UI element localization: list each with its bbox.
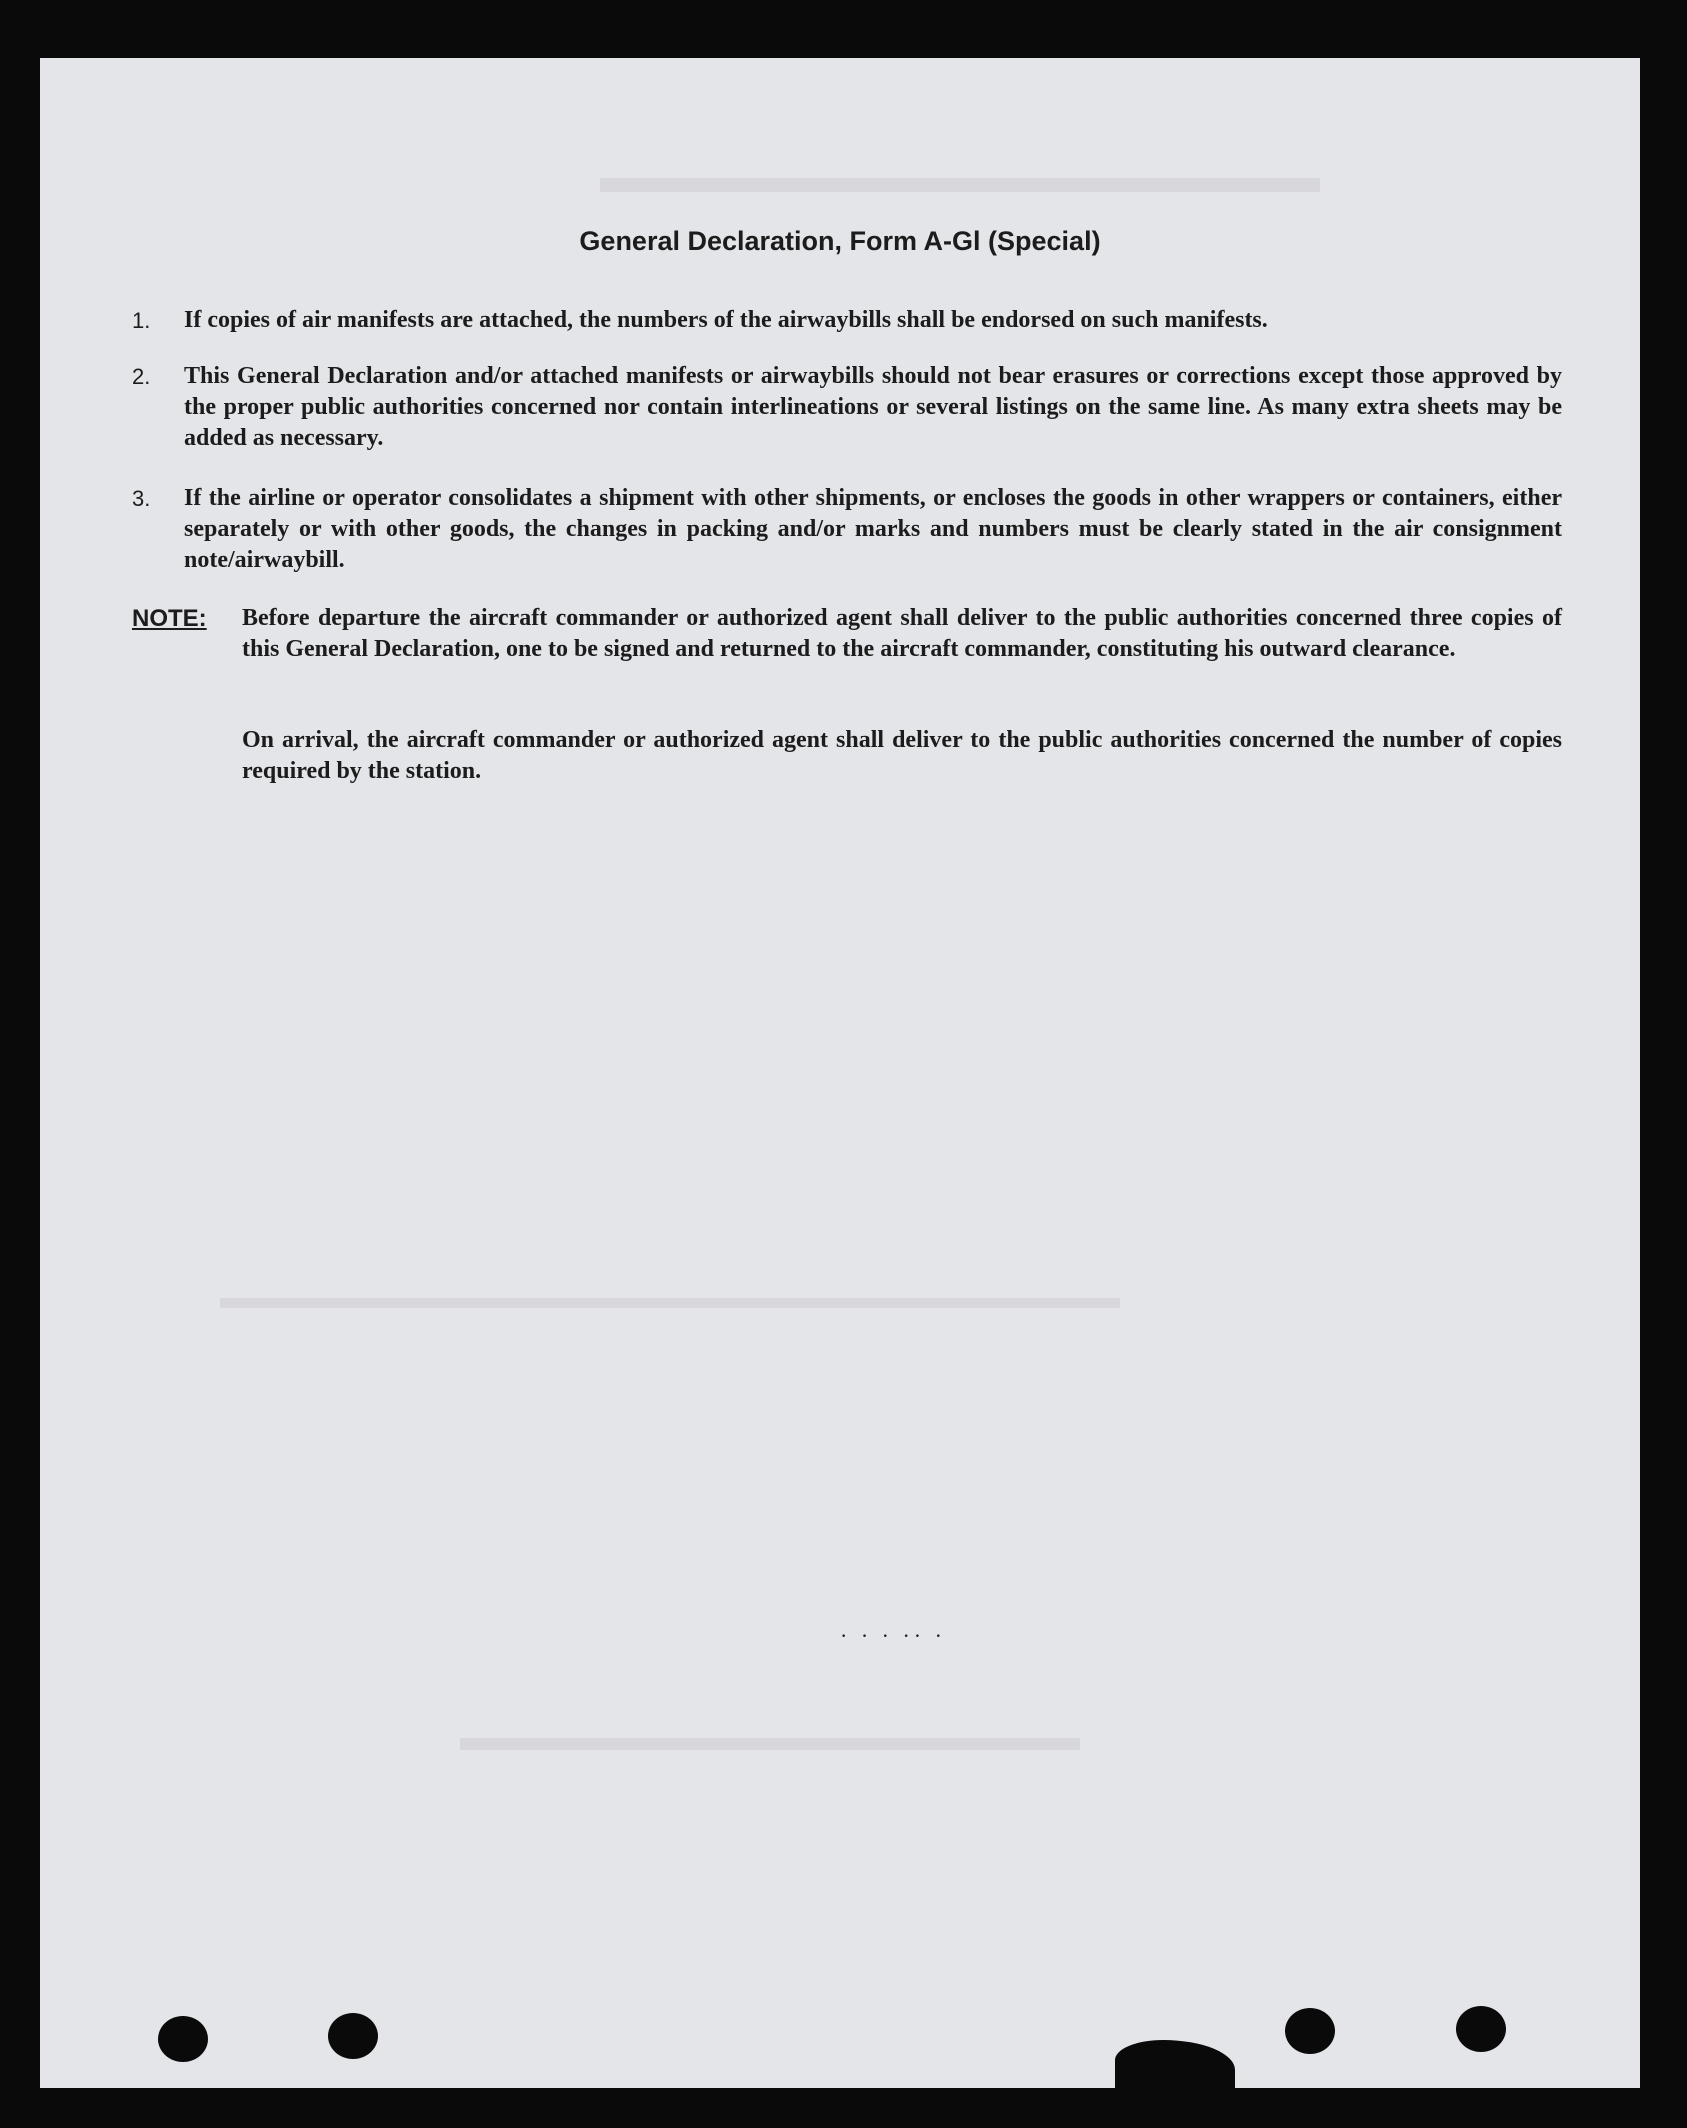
item-number: 1. [132, 308, 151, 333]
note-block [132, 603, 1562, 665]
torn-edge [1115, 2040, 1235, 2088]
item-text: If copies of air manifests are attached, the numbers of the airwaybills shall be endorsed on such manifests. [184, 307, 1268, 333]
punch-hole [158, 2016, 208, 2062]
bleed-through-mark [460, 1738, 1080, 1750]
instruction-item-3 [132, 483, 1562, 576]
page-title: General Declaration, Form A-Gl (Special) [579, 226, 1101, 256]
instruction-item-2 [132, 361, 1562, 454]
punch-hole [1285, 2008, 1335, 2054]
punch-hole [1456, 2006, 1506, 2052]
note-block-continued [132, 725, 1562, 787]
note-paragraph-2: On arrival, the aircraft commander or authorized agent shall deliver to the public authorities concerned the number of copies required by the station. [242, 727, 1562, 784]
item-number: 2. [132, 364, 151, 389]
document-page [40, 58, 1640, 2088]
item-number: 3. [132, 486, 151, 511]
punch-hole [328, 2013, 378, 2059]
ink-specks: · · · ·· · [840, 1623, 946, 1648]
item-text: If the airline or operator consolidates a shipment with other shipments, or encloses the goods in other wrappers or containers, either separately or with other goods, the changes in packing and/or marks and numbers must be clearly stated in the air consignment note/airwaybill. [184, 485, 1562, 573]
bleed-through-mark [600, 178, 1320, 192]
note-paragraph-1: Before departure the aircraft commander or authorized agent shall deliver to the public authorities concerned three copies of this General Declaration, one to be signed and returned to the aircraft commander, constituting his outward clearance. [242, 605, 1562, 662]
bleed-through-mark [220, 1298, 1120, 1308]
note-label: NOTE: [132, 605, 207, 632]
item-text: This General Declaration and/or attached manifests or airwaybills should not bear erasures or corrections except those approved by the proper public authorities concerned nor contain interlineations or several listings on the same line. As many extra sheets may be added as necessary. [184, 363, 1562, 451]
instruction-item-1 [132, 305, 1562, 336]
